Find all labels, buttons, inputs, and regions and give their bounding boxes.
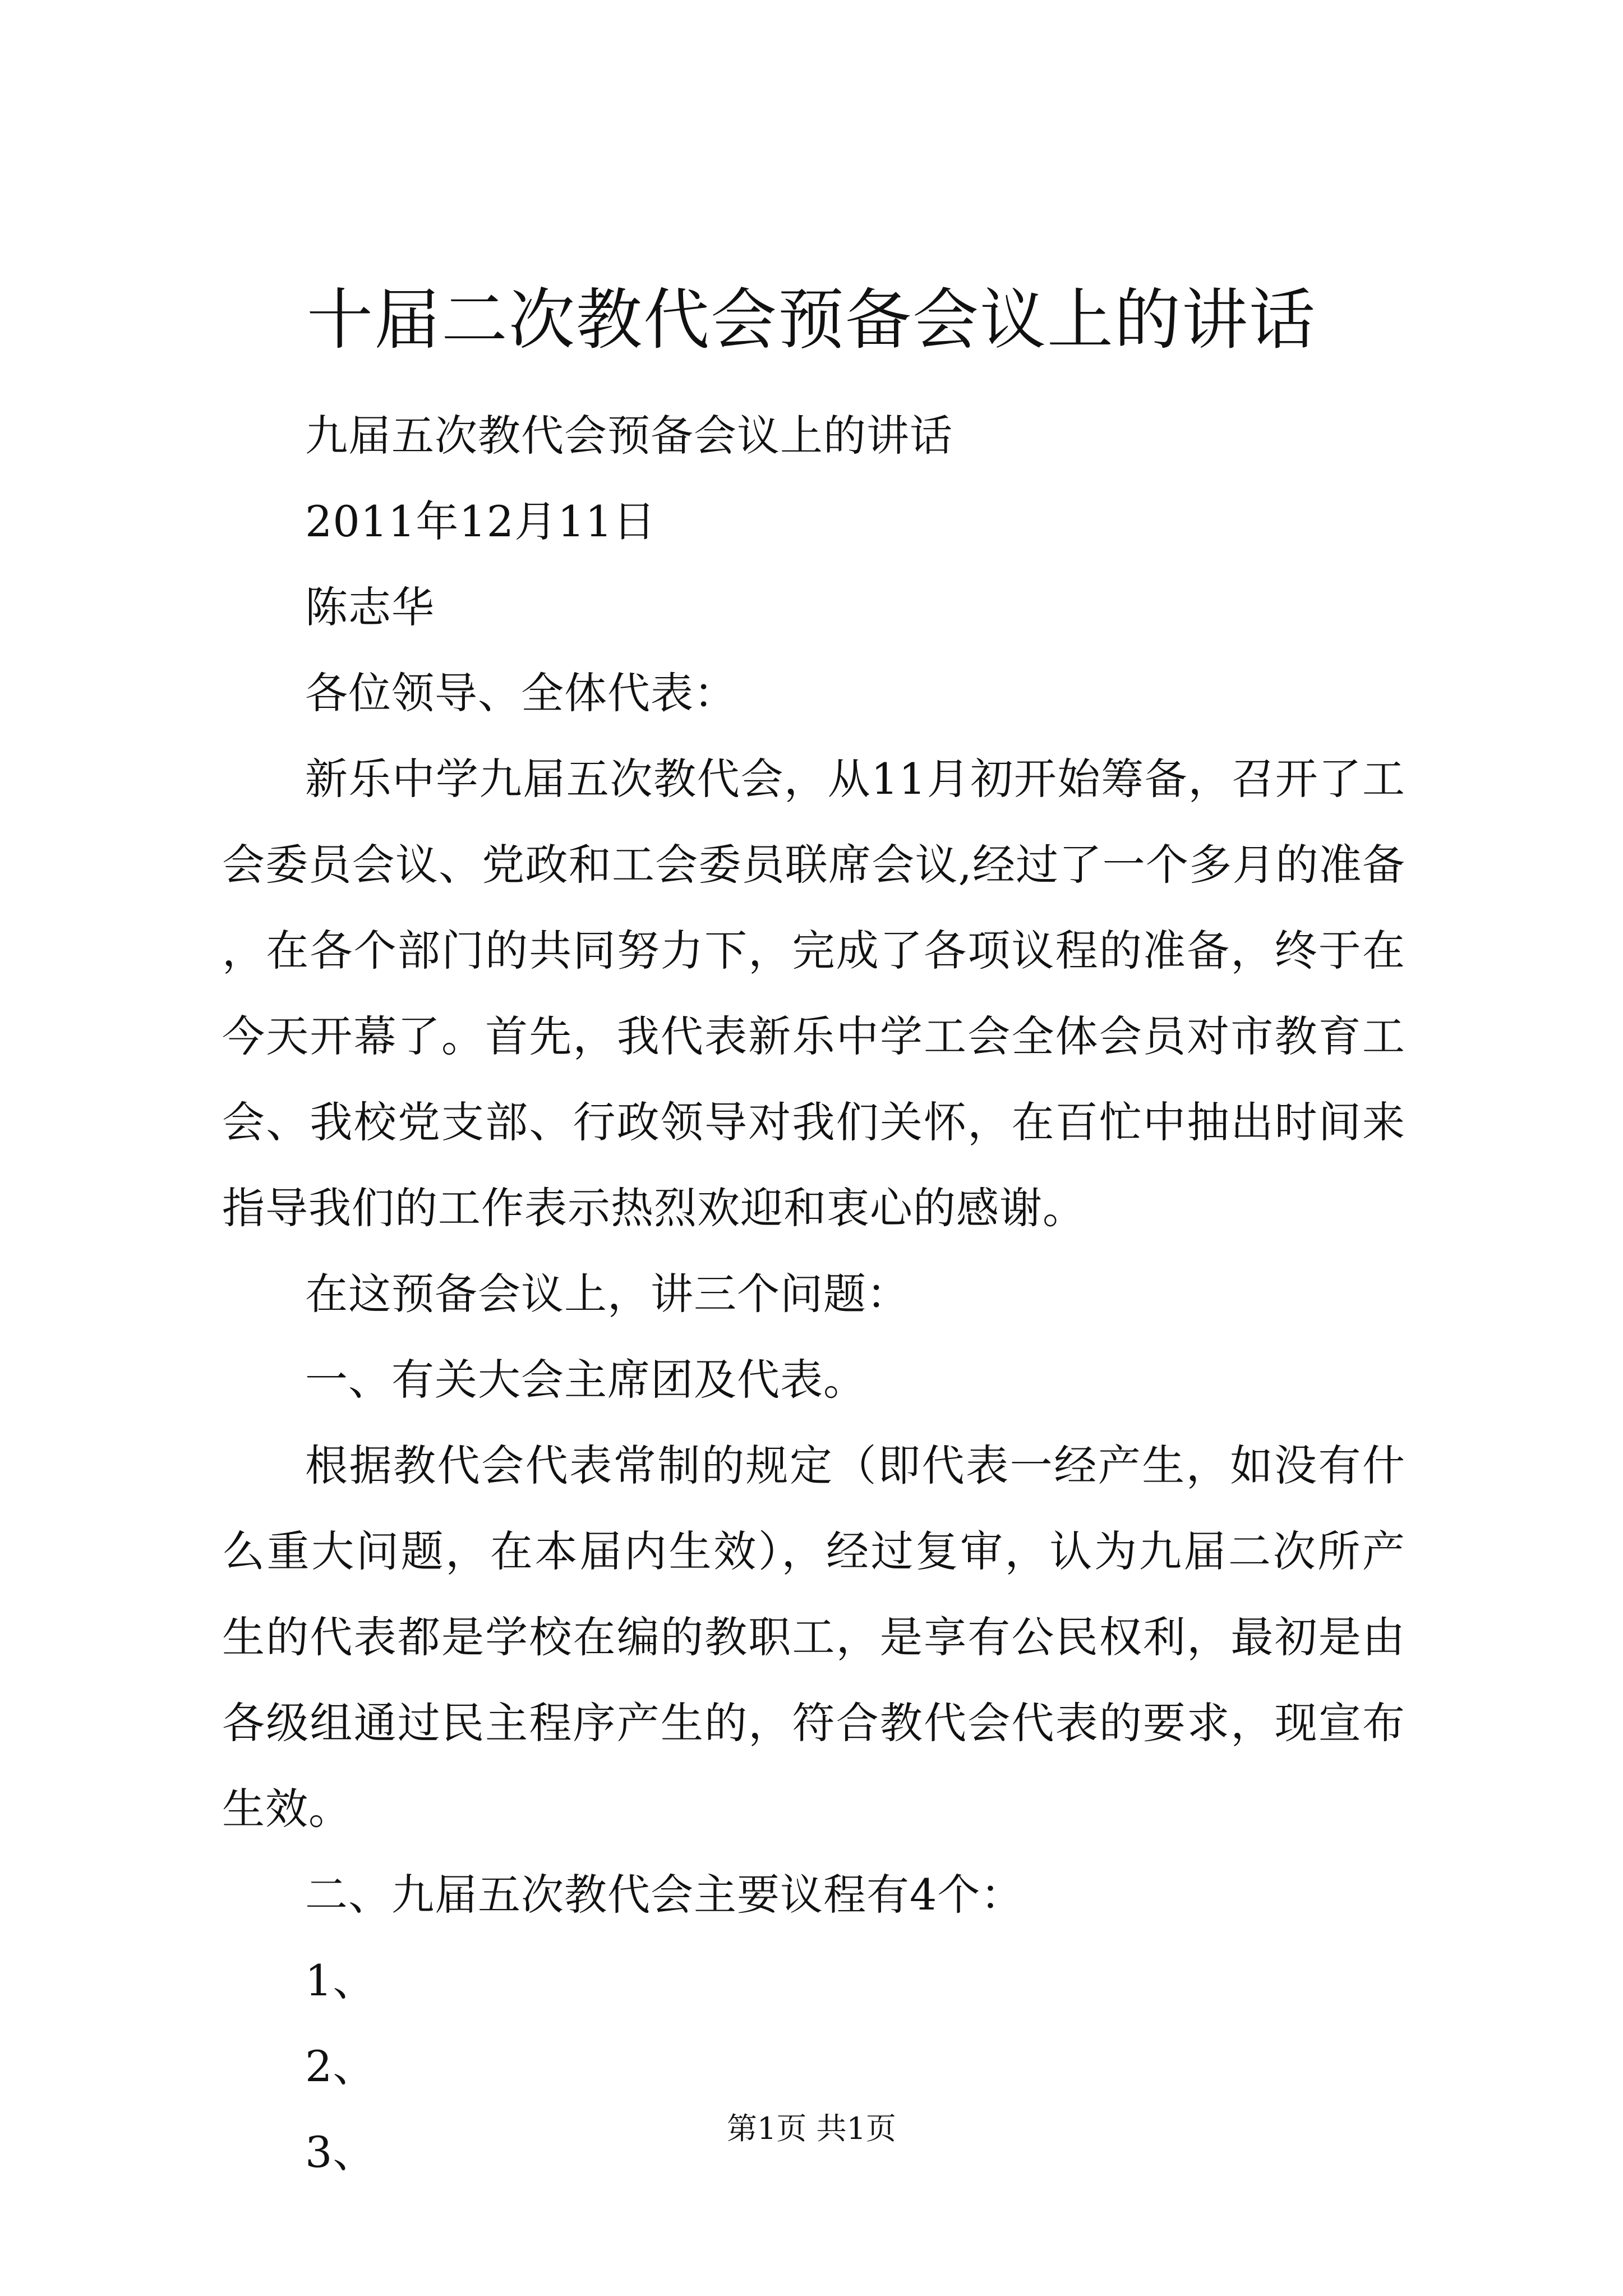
salutation-paragraph: 各位领导、全体代表：	[305, 668, 737, 718]
opening-paragraph: 新乐中学九届五次教代会，从11月初开始筹备，召开了工会委员会议、党政和工会委员联席会议,经过了一个多月的准备，在各个部门的共同努力下，完成了各项议程的准备，终于在今天开幕了。首先，我代表新乐中学工会全体会员对市教育工会、我校党支部、行政领导对我们关怀，在百忙中抽出时间来指导我们的工作表示热烈欢迎和衷心的感谢。	[222, 754, 1405, 1233]
section-one-heading: 一、有关大会主席团及代表。	[305, 1355, 866, 1405]
agenda-item-1: 1、	[305, 1955, 376, 2005]
document-body	[222, 393, 1405, 2195]
agenda-item-2: 2、	[305, 2041, 376, 2091]
agenda-item-3: 3、	[305, 2127, 376, 2177]
topic-intro-paragraph: 在这预备会议上，讲三个问题：	[305, 1269, 910, 1319]
representatives-paragraph: 根据教代会代表常制的规定（即代表一经产生，如没有什么重大问题，在本届内生效），经过复审，认为九届二次所产生的代表都是学校在编的教职工，是享有公民权利，最初是由各级组通过民主程序产生的，符合教代会代表的要求，现宣布生效。	[222, 1441, 1405, 1834]
document-title: 十届二次教代会预备会议上的讲话	[306, 281, 1316, 358]
subtitle-paragraph: 九届五次教代会预备会议上的讲话	[305, 411, 953, 461]
author-paragraph: 陈志华	[305, 582, 435, 632]
section-two-heading: 二、九届五次教代会主要议程有4个：	[305, 1870, 1024, 1920]
page-footer: 第1页 共1页	[727, 2111, 896, 2146]
date-paragraph: 2011年12月11日	[305, 496, 656, 546]
